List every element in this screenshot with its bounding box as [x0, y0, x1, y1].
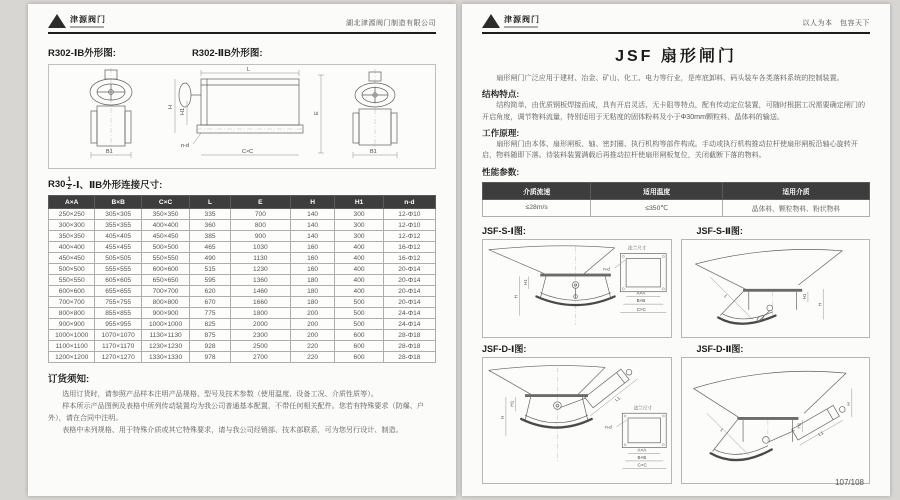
table-cell: 12-Φ10: [383, 209, 435, 220]
dim-label-cxc: C×C: [242, 149, 254, 155]
table-cell: 400: [335, 286, 383, 297]
table-cell: 405×405: [95, 231, 141, 242]
table-cell: 350×350: [49, 231, 95, 242]
table-cell: 555×555: [95, 264, 141, 275]
table-cell: 300×300: [49, 220, 95, 231]
table-cell: 28-Φ18: [383, 330, 435, 341]
col-header: B×B: [95, 196, 141, 209]
table-cell: 700×700: [141, 286, 189, 297]
table-cell: 1230: [230, 264, 290, 275]
table-cell: 505×505: [95, 253, 141, 264]
dim-label-nd: n-d: [603, 266, 610, 272]
dim-label-b1: B1: [106, 149, 113, 155]
table-cell: 455×455: [95, 242, 141, 253]
table-cell: 650×650: [141, 275, 189, 286]
order-notes: [48, 371, 436, 436]
company-logo: [482, 14, 540, 28]
table-cell: 140: [290, 209, 335, 220]
table-cell: 220: [290, 352, 335, 363]
dim-label-l: L: [247, 67, 251, 73]
table-cell: 800: [230, 220, 290, 231]
table-cell: 20-Φ14: [383, 275, 435, 286]
logo-triangle-icon: [482, 14, 500, 28]
table-cell: 1000×1000: [141, 319, 189, 330]
company-logo: [48, 14, 106, 28]
table-cell: 400×400: [141, 220, 189, 231]
table-cell: 450×450: [141, 231, 189, 242]
col-header: H: [290, 196, 335, 209]
table-cell: 700×700: [49, 297, 95, 308]
dim-label-h1: H1: [801, 293, 807, 300]
valve-outline-drawing: [49, 65, 435, 163]
handwheel-side-icon: [179, 83, 191, 107]
table-cell: 550×550: [49, 275, 95, 286]
dim-label-e: E: [314, 111, 320, 115]
table-cell: 160: [290, 264, 335, 275]
flange-detail-title: 法兰尺寸: [633, 405, 653, 411]
table-cell: 900: [230, 231, 290, 242]
table-row: [49, 220, 436, 231]
table-cell: 355×355: [95, 220, 141, 231]
table-row: [49, 352, 436, 363]
figure-title-row: [48, 45, 436, 59]
dim-label-h: H: [168, 105, 174, 109]
table-cell: 775: [190, 308, 231, 319]
table-cell: 465: [190, 242, 231, 253]
table-cell: 16-Φ12: [383, 242, 435, 253]
table-cell: 928: [190, 341, 231, 352]
figure-label: JSF-D-Ⅰ图:: [482, 343, 527, 354]
page-right: [462, 4, 890, 496]
table-cell: 20-Φ14: [383, 297, 435, 308]
dim-label-cxc: C×C: [637, 462, 647, 468]
logo-brand-text: 津源阀门: [504, 15, 540, 24]
jsf-d1-drawing: [483, 358, 670, 478]
table-cell: 1360: [230, 275, 290, 286]
figure-jsf-s-1: [482, 220, 672, 338]
table-cell: 250×250: [49, 209, 95, 220]
figure-jsf-d-1: [482, 338, 672, 484]
table-cell: 1200×1200: [49, 352, 95, 363]
table-cell: 160: [290, 253, 335, 264]
table-cell: 800×800: [141, 297, 189, 308]
table-cell: 400×400: [49, 242, 95, 253]
dim-label-bxb: B×B: [636, 297, 646, 303]
table-cell: 400: [335, 242, 383, 253]
dimension-table: [48, 195, 436, 363]
col-header: E: [230, 196, 290, 209]
table-cell: 2500: [230, 341, 290, 352]
table-row: [49, 253, 436, 264]
slogan-text: 以人为本 包容天下: [802, 20, 870, 27]
dim-label-h: H: [513, 294, 519, 299]
table-cell: 595: [190, 275, 231, 286]
table-cell: 450×450: [49, 253, 95, 264]
figure2-title: R302-ⅡB外形图:: [191, 48, 263, 59]
fraction: $\frac{1}{2}$: [67, 177, 71, 191]
dim-label-h1: H1: [522, 278, 528, 285]
table-cell: 400: [335, 275, 383, 286]
table-cell: 335: [190, 209, 231, 220]
dim-label-axa: A×A: [637, 447, 647, 453]
table-cell: 900×900: [49, 319, 95, 330]
table-row: [49, 264, 436, 275]
table-cell: 200: [290, 319, 335, 330]
company-name-text: 湖北津源阀门制造有限公司: [346, 20, 436, 27]
table-cell: 160: [290, 242, 335, 253]
logo-subtitle-bar: [504, 26, 538, 28]
intro-paragraph: 扇形闸门广泛应用于建材、冶金、矿山、化工、电力等行业，是库底卸料、码头装车各类落料系统的控制装置。: [496, 74, 844, 82]
table-cell: 600×600: [141, 264, 189, 275]
table-row: [49, 341, 436, 352]
table-cell: 1170×1170: [95, 341, 141, 352]
table-cell: 1130×1130: [141, 330, 189, 341]
table-row: [49, 242, 436, 253]
page-header: [48, 14, 436, 34]
section-body-principle: 扇形闸门由本体、扇形闸板、轴、密封圈、执行机构等部件构成。手动或执行机构推动拉杆使扇形闸板沿轴心旋转开启，物料随即下落。待装料装置满载后再推动拉杆使扇形闸板复位，关闭截断下落的物料。: [482, 140, 858, 160]
table-cell: ≤350℃: [591, 199, 723, 216]
performance-table: [482, 182, 870, 217]
table-cell: 1000×1000: [49, 330, 95, 341]
table-cell: 600: [335, 352, 383, 363]
table-cell: 500: [335, 319, 383, 330]
table-cell: 20-Φ14: [383, 264, 435, 275]
table-cell: 180: [290, 275, 335, 286]
table-cell: 180: [290, 286, 335, 297]
logo-subtitle-bar: [70, 26, 104, 28]
table-cell: 1230×1230: [141, 341, 189, 352]
col-header: A×A: [49, 196, 95, 209]
table-cell: 12-Φ10: [383, 220, 435, 231]
table-cell: 900×900: [141, 308, 189, 319]
table-cell: 655×655: [95, 286, 141, 297]
figure1-title: R302-ⅠB外形图:: [48, 48, 116, 59]
table-cell: 200: [290, 308, 335, 319]
table-cell: 700: [230, 209, 290, 220]
dim-label-h: H: [816, 302, 822, 306]
table-cell: 1660: [230, 297, 290, 308]
order-note-item: 选用订货时，请参照产品样本注明产品规格、型号及技术参数（使用温度、设备工况、介质性质等）。: [62, 390, 378, 399]
jsf-s2-drawing: [682, 240, 869, 332]
table-row: [49, 275, 436, 286]
table-cell: 875: [190, 330, 231, 341]
outline-drawing-box: [48, 64, 436, 169]
table-cell: 400: [335, 253, 383, 264]
table-cell: 1460: [230, 286, 290, 297]
table-cell: 12-Φ12: [383, 231, 435, 242]
table-cell: 600×600: [49, 286, 95, 297]
table-cell: 300: [335, 220, 383, 231]
table-cell: 140: [290, 231, 335, 242]
table-row: [49, 286, 436, 297]
table-cell: 16-Φ12: [383, 253, 435, 264]
dim-label-l: L: [722, 293, 729, 299]
table-row: [49, 209, 436, 220]
dim-label-nd: n-d: [181, 143, 189, 149]
table-cell: 500×500: [141, 242, 189, 253]
table-row: [49, 319, 436, 330]
col-header: 介质流速: [483, 182, 591, 199]
table-row: [49, 231, 436, 242]
page-left: [28, 4, 456, 496]
table-cell: 360: [190, 220, 231, 231]
col-header: L: [190, 196, 231, 209]
dim-label-l1: L1: [816, 429, 824, 437]
dim-label-h: H: [499, 415, 505, 419]
table-cell: 600: [335, 330, 383, 341]
table-cell: 600: [335, 341, 383, 352]
table-cell: 350×350: [141, 209, 189, 220]
table-cell: ≤28m/s: [483, 199, 591, 216]
table-cell: 605×605: [95, 275, 141, 286]
table-cell: 500×500: [49, 264, 95, 275]
table-cell: 1030: [230, 242, 290, 253]
table-cell: 2000: [230, 319, 290, 330]
dim-label-nd: n-d: [605, 424, 612, 430]
table-cell: 28-Φ18: [383, 341, 435, 352]
dim-label-bxb: B×B: [637, 454, 647, 460]
figure-label: JSF-S-Ⅱ图:: [696, 225, 743, 236]
table-cell: 140: [290, 220, 335, 231]
product-title: JSF 扇形闸门: [615, 48, 737, 65]
table-cell: 220: [290, 341, 335, 352]
page-header: [482, 14, 870, 34]
table-cell: 300: [335, 209, 383, 220]
table-cell: 20-Φ14: [383, 286, 435, 297]
table-cell: 500: [335, 308, 383, 319]
table-cell: 300: [335, 231, 383, 242]
table-cell: 200: [290, 330, 335, 341]
dim-label-h: H: [845, 402, 851, 406]
figure-jsf-s-2: [681, 220, 871, 338]
table-cell: 500: [335, 297, 383, 308]
table-cell: 1800: [230, 308, 290, 319]
table-cell: 24-Φ14: [383, 319, 435, 330]
col-header: 适用介质: [722, 182, 869, 199]
table-cell: 晶体料、颗粒物料、粉状物料: [722, 199, 869, 216]
table-cell: 620: [190, 286, 231, 297]
dim-label-h1: H1: [180, 107, 186, 115]
col-header: 适用温度: [591, 182, 723, 199]
section-heading-performance: 性能参数:: [482, 166, 520, 177]
dim-label-axa: A×A: [636, 290, 646, 296]
logo-brand-text: 津源阀门: [70, 15, 106, 24]
dimension-table-title: R30 $\frac{1}{2}$ -Ⅰ、ⅡB外形连接尺寸:: [48, 177, 163, 192]
logo-triangle-icon: [48, 14, 66, 28]
table-cell: 670: [190, 297, 231, 308]
table-cell: 1070×1070: [95, 330, 141, 341]
table-header-row: [483, 182, 870, 199]
table-cell: 490: [190, 253, 231, 264]
flange-detail-title: 法兰尺寸: [628, 245, 647, 251]
table-cell: 515: [190, 264, 231, 275]
table-cell: 180: [290, 297, 335, 308]
table-cell: 28-Φ18: [383, 352, 435, 363]
dim-label-l: L: [718, 427, 725, 433]
col-header: n-d: [383, 196, 435, 209]
page-number: 107/108: [835, 478, 864, 487]
table-cell: 24-Φ14: [383, 308, 435, 319]
dim-label-l1: L1: [614, 395, 622, 403]
table-row: [49, 308, 436, 319]
table-cell: 1130: [230, 253, 290, 264]
table-row: [49, 297, 436, 308]
order-note-item: 表格中未列规格、用于特殊介质或其它特殊要求，请与我公司经销部、技术部联系，可为您另行设计、制造。: [62, 426, 403, 435]
table-cell: 825: [190, 319, 231, 330]
col-header: C×C: [141, 196, 189, 209]
section-body-structure: 结构简单，由优质钢板焊接而成，具有开启灵活、无卡阻等特点，配有传动定位装置，可随时根据工况需要确定闸门的开启角度，调节物料流量，特别适用于无粘度的固体粉料及小于Φ30mm颗粒料、晶体料的输送。: [482, 101, 866, 121]
table-cell: 305×305: [95, 209, 141, 220]
table-row: [483, 199, 870, 216]
table-cell: 800×800: [49, 308, 95, 319]
order-note-item: 样本所示产品图例及表格中所列传动装置均为我公司普通基本配置，不带任何相关配件。您若有特殊要求（防爆、户外），请在合同中注明。: [48, 402, 424, 423]
col-header: H1: [335, 196, 383, 209]
table-cell: 400: [335, 264, 383, 275]
table-cell: 978: [190, 352, 231, 363]
table-cell: 755×755: [95, 297, 141, 308]
jsf-d2-drawing: [682, 358, 869, 478]
section-heading-principle: 工作原理:: [482, 128, 520, 139]
table-cell: 2700: [230, 352, 290, 363]
dim-label-b1-2: B1: [370, 149, 377, 155]
figure-label: JSF-S-Ⅰ图:: [482, 225, 526, 236]
table-cell: 1330×1330: [141, 352, 189, 363]
table-cell: 550×550: [141, 253, 189, 264]
table-cell: 1270×1270: [95, 352, 141, 363]
table-cell: 855×855: [95, 308, 141, 319]
figure-jsf-d-2: [681, 338, 871, 484]
table-cell: 1100×1100: [49, 341, 95, 352]
figure-grid: [482, 220, 870, 484]
table-cell: 2300: [230, 330, 290, 341]
section-heading-structure: 结构特点:: [482, 89, 520, 100]
order-notes-title: 订货须知:: [48, 374, 90, 386]
dim-label-cxc: C×C: [636, 306, 646, 312]
table-cell: 385: [190, 231, 231, 242]
dim-label-h1: H1: [509, 400, 515, 407]
jsf-s1-drawing: [483, 240, 670, 332]
table-header-row: [49, 196, 436, 209]
dim-label-h1: H1: [795, 422, 801, 429]
figure-label: JSF-D-Ⅱ图:: [696, 343, 744, 354]
table-row: [49, 330, 436, 341]
table-cell: 955×955: [95, 319, 141, 330]
